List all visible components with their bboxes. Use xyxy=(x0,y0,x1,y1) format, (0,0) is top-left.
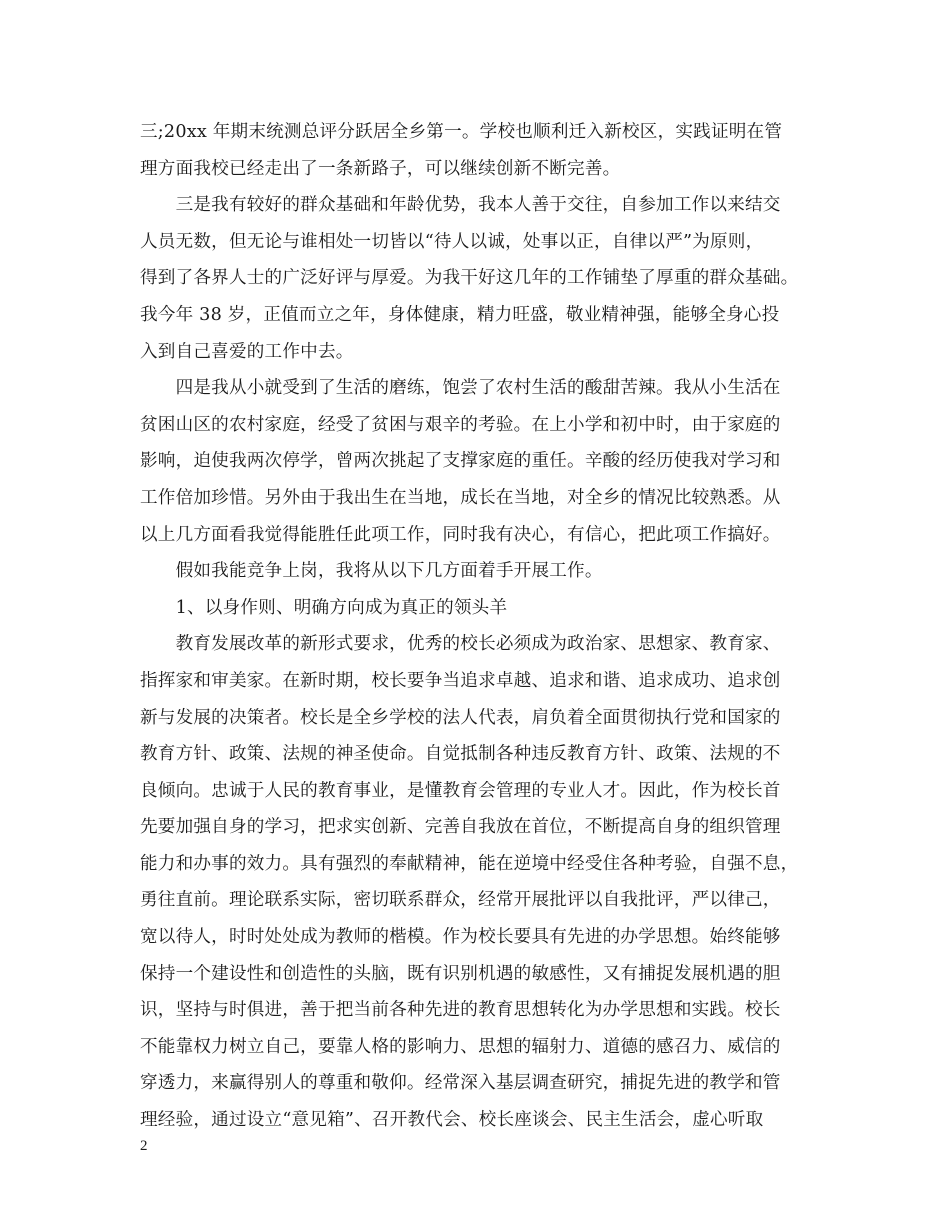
text-line: 穿透力，来赢得别人的尊重和敬仰。经常深入基层调查研究，捕捉先进的教学和管 xyxy=(140,1073,781,1094)
text-line: 良倾向。忠诚于人民的教育事业，是懂教育会管理的专业人才。因此，作为校长首 xyxy=(140,780,781,801)
text-line: 教育方针、政策、法规的神圣使命。自觉抵制各种违反教育方针、政策、法规的不 xyxy=(140,744,781,765)
text-line: 保持一个建设性和创造性的头脑，既有识别机遇的敏感性，又有捕捉发展机遇的胆 xyxy=(140,963,781,984)
text-line: 三;20xx 年期末统测总评分跃居全乡第一。学校也顺利迁入新校区，实践证明在管 xyxy=(140,122,783,142)
text-line: 新与发展的决策者。校长是全乡学校的法人代表，肩负着全面贯彻执行党和国家的 xyxy=(140,707,781,728)
text-line: 人员无数，但无论与谁相处一切皆以“待人以诚，处事以正，自律以严”为原则， xyxy=(140,231,764,252)
text-line: 得到了各界人士的广泛好评与厚爱。为我干好这几年的工作铺垫了厚重的群众基础。 xyxy=(140,268,799,289)
text-line: 1、以身作则、明确方向成为真正的领头羊 xyxy=(140,597,508,618)
text-line: 假如我能竞争上岗，我将从以下几方面着手开展工作。 xyxy=(140,561,603,582)
text-line: 不能靠权力树立自己，要靠人格的影响力、思想的辐射力、道德的感召力、威信的 xyxy=(140,1036,781,1057)
text-line: 理方面我校已经走出了一条新路子，可以继续创新不断完善。 xyxy=(140,158,621,179)
body-text xyxy=(140,114,830,1139)
text-line: 入到自己喜爱的工作中去。 xyxy=(140,341,354,362)
page-number: 2 xyxy=(140,1138,148,1154)
text-line: 四是我从小就受到了生活的磨练，饱尝了农村生活的酸甜苦辣。我从小生活在 xyxy=(140,378,781,399)
text-line: 先要加强自身的学习，把求实创新、完善自我放在首位，不断提高自身的组织管理 xyxy=(140,817,781,838)
text-line: 识，坚持与时俱进，善于把当前各种先进的教育思想转化为办学思想和实践。校长 xyxy=(140,1000,781,1021)
text-line: 能力和办事的效力。具有强烈的奉献精神，能在逆境中经受住各种考验，自强不息， xyxy=(140,853,799,874)
text-line: 勇往直前。理论联系实际，密切联系群众，经常开展批评以自我批评，严以律己， xyxy=(140,890,781,911)
text-line: 以上几方面看我觉得能胜任此项工作，同时我有决心，有信心，把此项工作搞好。 xyxy=(140,524,781,545)
text-line: 三是我有较好的群众基础和年龄优势，我本人善于交往，自参加工作以来结交 xyxy=(140,195,781,216)
text-line: 宽以待人，时时处处成为教师的楷模。作为校长要具有先进的办学思想。始终能够 xyxy=(140,927,781,948)
text-line: 理经验，通过设立“意见箱”、召开教代会、校长座谈会、民主生活会，虚心听取 xyxy=(140,1110,764,1131)
text-line: 工作倍加珍惜。另外由于我出生在当地，成长在当地，对全乡的情况比较熟悉。从 xyxy=(140,487,781,508)
text-line: 贫困山区的农村家庭，经受了贫困与艰辛的考验。在上小学和初中时，由于家庭的 xyxy=(140,414,781,435)
text-line: 指挥家和审美家。在新时期，校长要争当追求卓越、追求和谐、追求成功、追求创 xyxy=(140,670,781,691)
text-line: 教育发展改革的新形式要求，优秀的校长必须成为政治家、思想家、教育家、 xyxy=(140,634,781,655)
text-line: 影响，迫使我两次停学，曾两次挑起了支撑家庭的重任。辛酸的经历使我对学习和 xyxy=(140,451,781,472)
text-line: 我今年 38 岁，正值而立之年，身体健康，精力旺盛，敬业精神强，能够全身心投 xyxy=(140,304,780,325)
